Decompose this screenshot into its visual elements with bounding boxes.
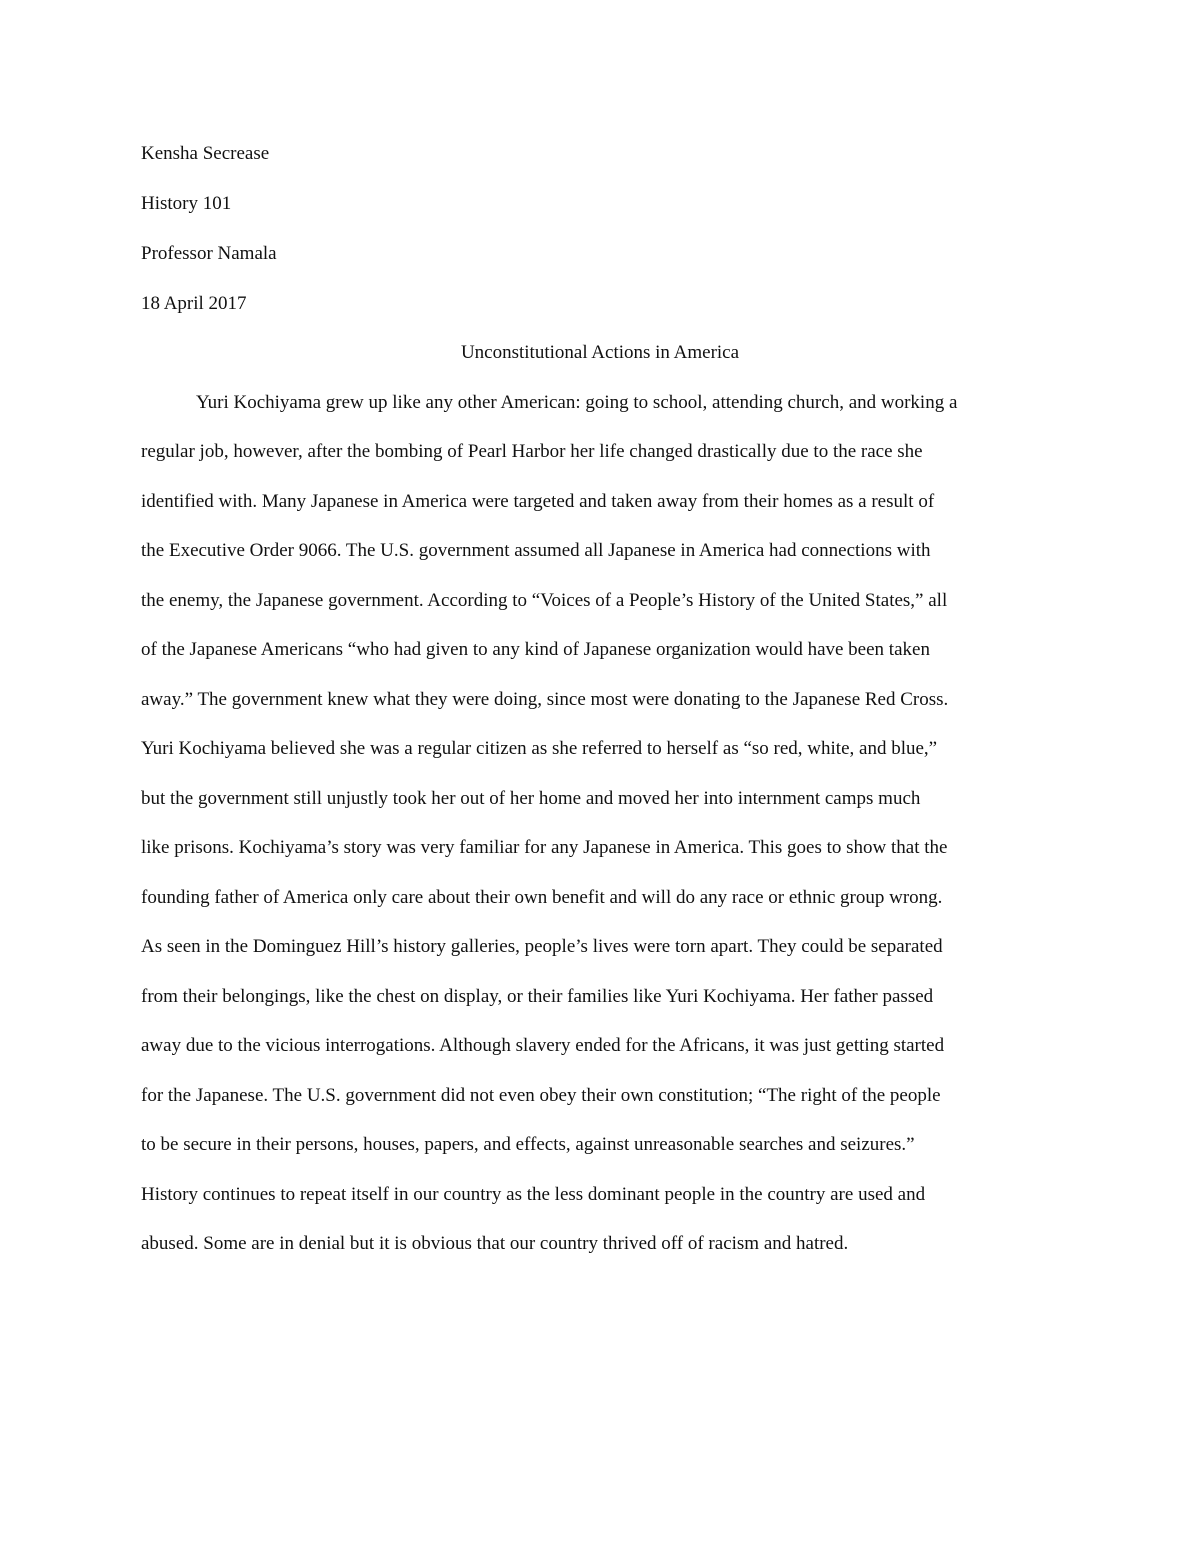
body-line: As seen in the Dominguez Hill’s history galleries, people’s lives were torn apart. They could be separated <box>141 936 943 957</box>
body-line: the Executive Order 9066. The U.S. government assumed all Japanese in America had connections with <box>141 540 931 561</box>
course-name: History 101 <box>141 193 232 214</box>
essay-date: 18 April 2017 <box>141 293 247 314</box>
body-line: from their belongings, like the chest on display, or their families like Yuri Kochiyama. Her father passed <box>141 986 934 1007</box>
essay-title: Unconstitutional Actions in America <box>460 342 740 363</box>
body-line: for the Japanese. The U.S. government did not even obey their own constitution; “The right of the people <box>141 1085 941 1106</box>
body-line: away.” The government knew what they were doing, since most were donating to the Japanese Red Cross. <box>141 689 949 710</box>
body-line: the enemy, the Japanese government. According to “Voices of a People’s History of the United States,” all <box>141 590 948 611</box>
body-line: identified with. Many Japanese in America were targeted and taken away from their homes as a result of <box>141 491 935 512</box>
professor-name: Professor Namala <box>141 243 277 264</box>
body-line: to be secure in their persons, houses, papers, and effects, against unreasonable searches and seizures.” <box>141 1134 915 1155</box>
body-line: History continues to repeat itself in our country as the less dominant people in the country are used and <box>141 1184 926 1205</box>
body-line: but the government still unjustly took her out of her home and moved her into internment camps much <box>141 788 921 809</box>
body-line: founding father of America only care about their own benefit and will do any race or ethnic group wrong. <box>141 887 943 908</box>
body-line: abused. Some are in denial but it is obvious that our country thrived off of racism and hatred. <box>141 1233 849 1254</box>
body-line: Yuri Kochiyama grew up like any other American: going to school, attending church, and working a <box>196 392 958 413</box>
body-line: Yuri Kochiyama believed she was a regular citizen as she referred to herself as “so red, white, and blue,” <box>141 738 938 759</box>
body-line: away due to the vicious interrogations. Although slavery ended for the Africans, it was just getting started <box>141 1035 945 1056</box>
body-line: of the Japanese Americans “who had given to any kind of Japanese organization would have been taken <box>141 639 930 660</box>
body-line: regular job, however, after the bombing of Pearl Harbor her life changed drastically due to the race she <box>141 441 923 462</box>
author-name: Kensha Secrease <box>141 143 270 164</box>
body-line: like prisons. Kochiyama’s story was very familiar for any Japanese in America. This goes to show that the <box>141 837 948 858</box>
